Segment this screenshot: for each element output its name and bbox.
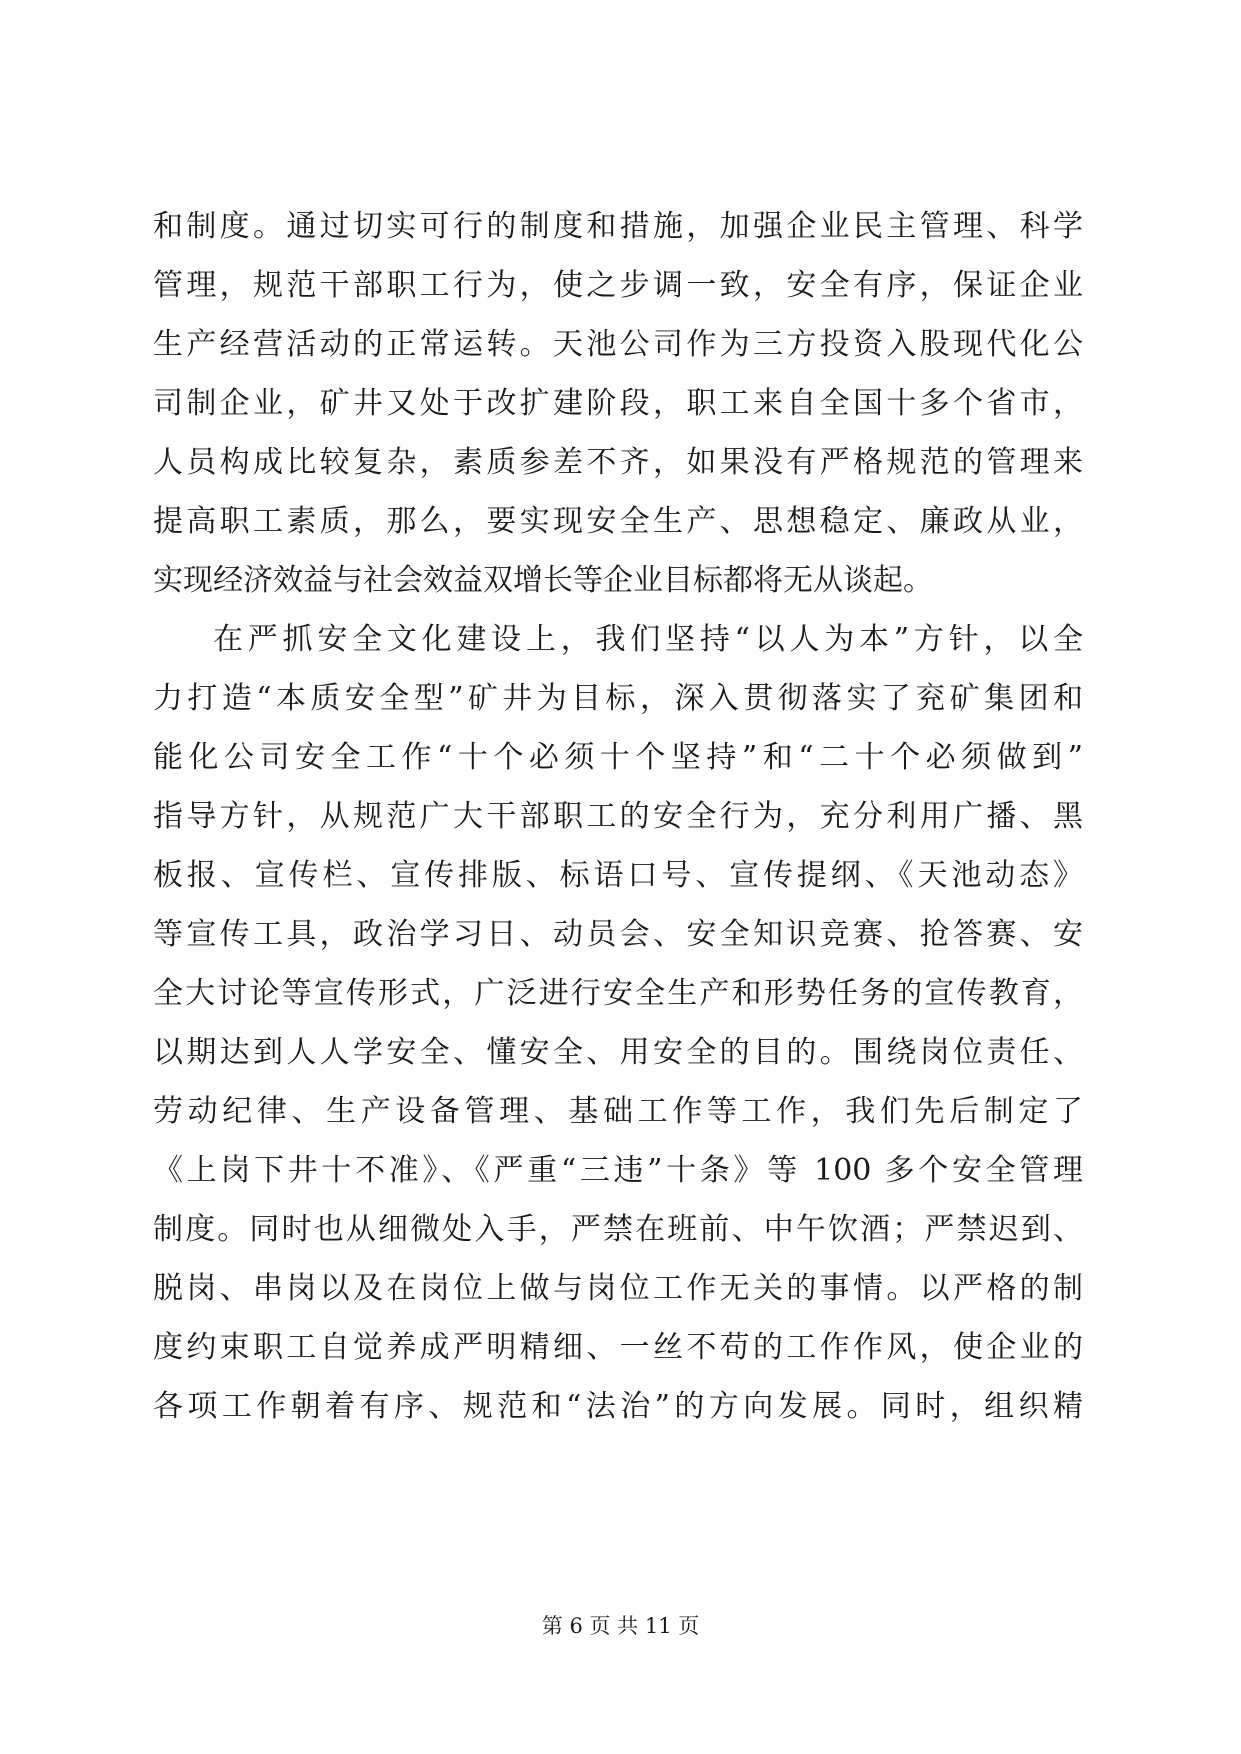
text-line: 司制企业，矿井又处于改扩建阶段，职工来自全国十多个省市， bbox=[153, 386, 1083, 421]
text-line: 脱岗、串岗以及在岗位上做与岗位工作无关的事情。以严格的制 bbox=[153, 1271, 1083, 1306]
text-line: 度约束职工自觉养成严明精细、一丝不苟的工作作风，使企业的 bbox=[153, 1330, 1083, 1365]
text-line: 等宣传工具，政治学习日、动员会、安全知识竞赛、抢答赛、安 bbox=[153, 917, 1083, 952]
paragraph-end-line: 实现经济效益与社会效益双增长等企业目标都将无从谈起。 bbox=[153, 563, 933, 598]
text-line: 指导方针，从规范广大干部职工的安全行为，充分利用广播、黑 bbox=[153, 799, 1083, 834]
text-line: 管理，规范干部职工行为，使之步调一致，安全有序，保证企业 bbox=[153, 268, 1083, 303]
text-line: 生产经营活动的正常运转。天池公司作为三方投资入股现代化公 bbox=[153, 327, 1083, 362]
text-line: 以期达到人人学安全、懂安全、用安全的目的。围绕岗位责任、 bbox=[153, 1035, 1083, 1070]
text-line: 劳动纪律、生产设备管理、基础工作等工作，我们先后制定了 bbox=[153, 1094, 1083, 1129]
paragraph-first-line: 在严抓安全文化建设上，我们坚持“以人为本”方针，以全 bbox=[213, 622, 1083, 657]
text-line: 各项工作朝着有序、规范和“法治”的方向发展。同时，组织精 bbox=[153, 1389, 1083, 1424]
text-line: 《上岗下井十不准》、《严重“三违”十条》等 100 多个安全管理 bbox=[153, 1153, 1083, 1188]
text-line: 板报、宣传栏、宣传排版、标语口号、宣传提纲、《天池动态》 bbox=[153, 858, 1083, 893]
text-line: 全大讨论等宣传形式，广泛进行安全生产和形势任务的宣传教育， bbox=[153, 976, 1083, 1011]
text-line: 人员构成比较复杂，素质参差不齐，如果没有严格规范的管理来 bbox=[153, 445, 1083, 480]
text-line: 和制度。通过切实可行的制度和措施，加强企业民主管理、科学 bbox=[153, 209, 1083, 244]
text-line: 制度。同时也从细微处入手，严禁在班前、中午饮酒；严禁迟到、 bbox=[153, 1212, 1083, 1247]
text-line: 力打造“本质安全型”矿井为目标，深入贯彻落实了兖矿集团和 bbox=[153, 681, 1083, 716]
text-line: 能化公司安全工作“十个必须十个坚持”和“二十个必须做到” bbox=[153, 740, 1083, 775]
text-line: 提高职工素质，那么，要实现安全生产、思想稳定、廉政从业， bbox=[153, 504, 1083, 539]
page-number-footer: 第 6 页 共 11 页 bbox=[541, 1614, 700, 1638]
